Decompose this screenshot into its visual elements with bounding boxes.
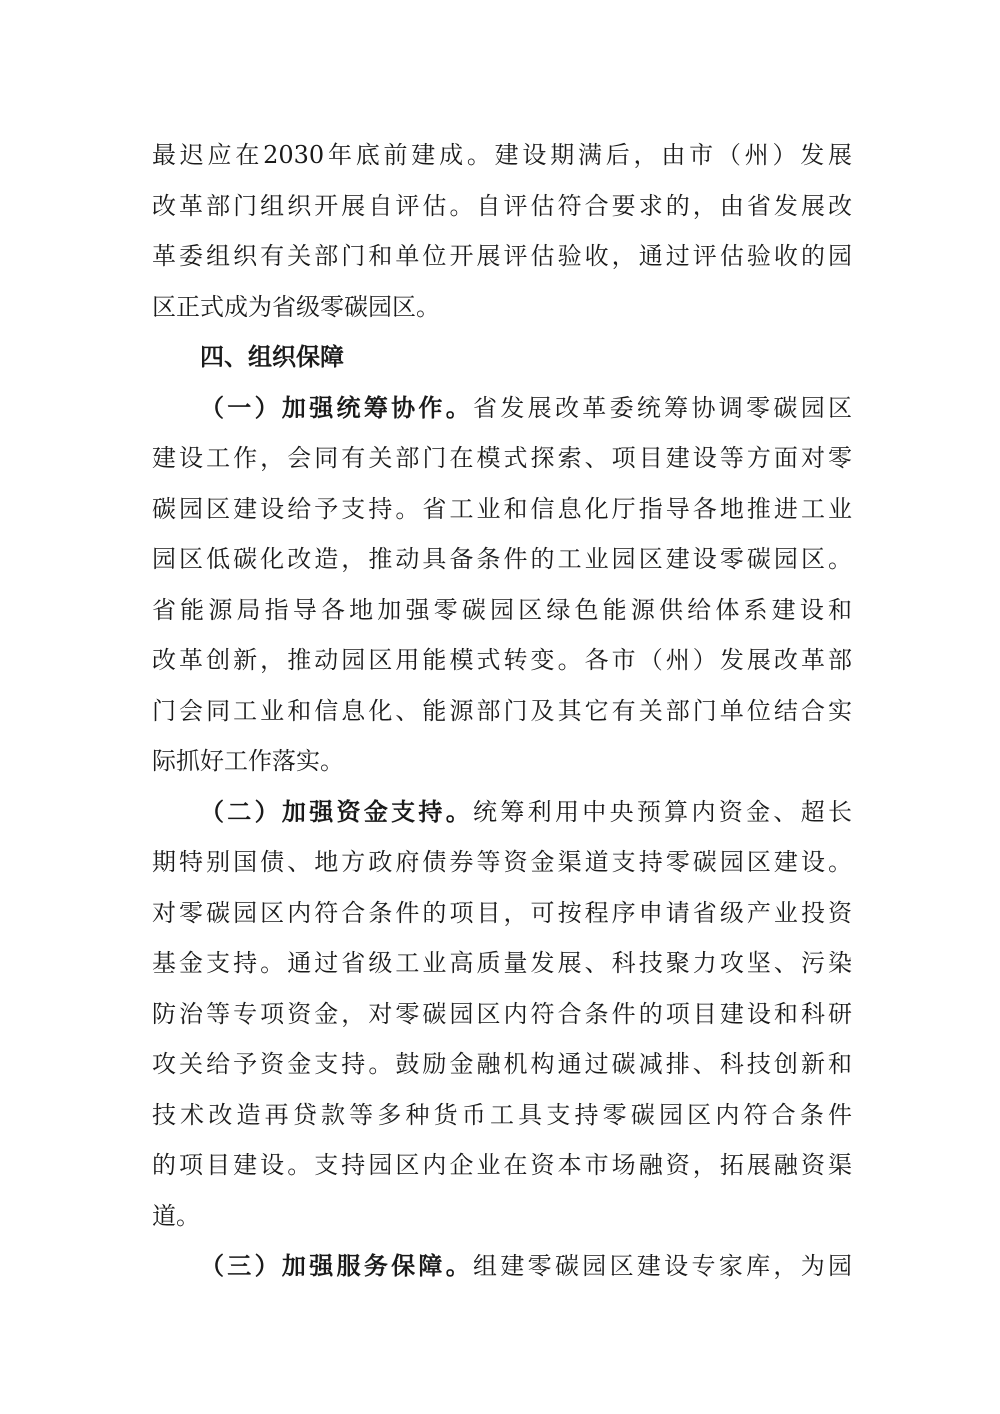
item1-line-6: 改革创新，推动园区用能模式转变。各市（州）发展改革部 <box>152 646 852 674</box>
item3-first-line <box>152 1241 852 1292</box>
item2-line-4: 基金支持。通过省级工业高质量发展、科技聚力攻坚、污染 <box>152 949 852 977</box>
item1-line-8: 际抓好工作落实。 <box>152 747 344 775</box>
item2-line-8: 的项目建设。支持园区内企业在资本市场融资，拓展融资渠 <box>152 1151 852 1179</box>
item1-line-5: 省能源局指导各地加强零碳园区绿色能源供给体系建设和 <box>152 595 852 624</box>
item2-line-1: 统筹利用中央预算内资金、超长 <box>473 797 853 826</box>
item1-line-4: 园区低碳化改造，推动具备条件的工业园区建设零碳园区。 <box>152 545 852 573</box>
item3-title: （三）加强服务保障。 <box>200 1251 474 1280</box>
item2-line-9: 道。 <box>152 1201 200 1230</box>
item2-line-6: 攻关给予资金支持。鼓励金融机构通过碳减排、科技创新和 <box>152 1050 852 1078</box>
item2-title: （二）加强资金支持。 <box>200 796 474 826</box>
intro-line-2: 改革部门组织开展自评估。自评估符合要求的，由省发展改 <box>152 191 852 220</box>
item2-line-7: 技术改造再贷款等多种货币工具支持零碳园区内符合条件 <box>152 1100 852 1129</box>
item2-first-line <box>152 787 852 838</box>
item1-line-2: 建设工作，会同有关部门在模式探索、项目建设等方面对零 <box>152 444 852 472</box>
item2-line-2: 期特别国债、地方政府债券等资金渠道支持零碳园区建设。 <box>152 848 852 876</box>
item1-first-line <box>152 383 852 434</box>
item2-line-5: 防治等专项资金，对零碳园区内符合条件的项目建设和科研 <box>152 999 852 1028</box>
item1-line-3: 碳园区建设给予支持。省工业和信息化厅指导各地推进工业 <box>152 494 852 523</box>
intro-line-4: 区正式成为省级零碳园区。 <box>152 292 440 321</box>
item1-line-1: 省发展改革委统筹协调零碳园区 <box>473 393 853 422</box>
document-body <box>152 130 852 1292</box>
intro-line-1: 最迟应在2030年底前建成。建设期满后，由市（州）发展 <box>152 141 852 169</box>
section-heading: 四、组织保障 <box>200 342 344 371</box>
item1-line-7: 门会同工业和信息化、能源部门及其它有关部门单位结合实 <box>152 696 852 725</box>
item1-title: （一）加强统筹协作。 <box>200 392 474 422</box>
item3-line-1: 组建零碳园区建设专家库，为园 <box>473 1252 853 1280</box>
intro-line-3: 革委组织有关部门和单位开展评估验收，通过评估验收的园 <box>152 242 852 270</box>
item2-line-3: 对零碳园区内符合条件的项目，可按程序申请省级产业投资 <box>152 898 852 927</box>
